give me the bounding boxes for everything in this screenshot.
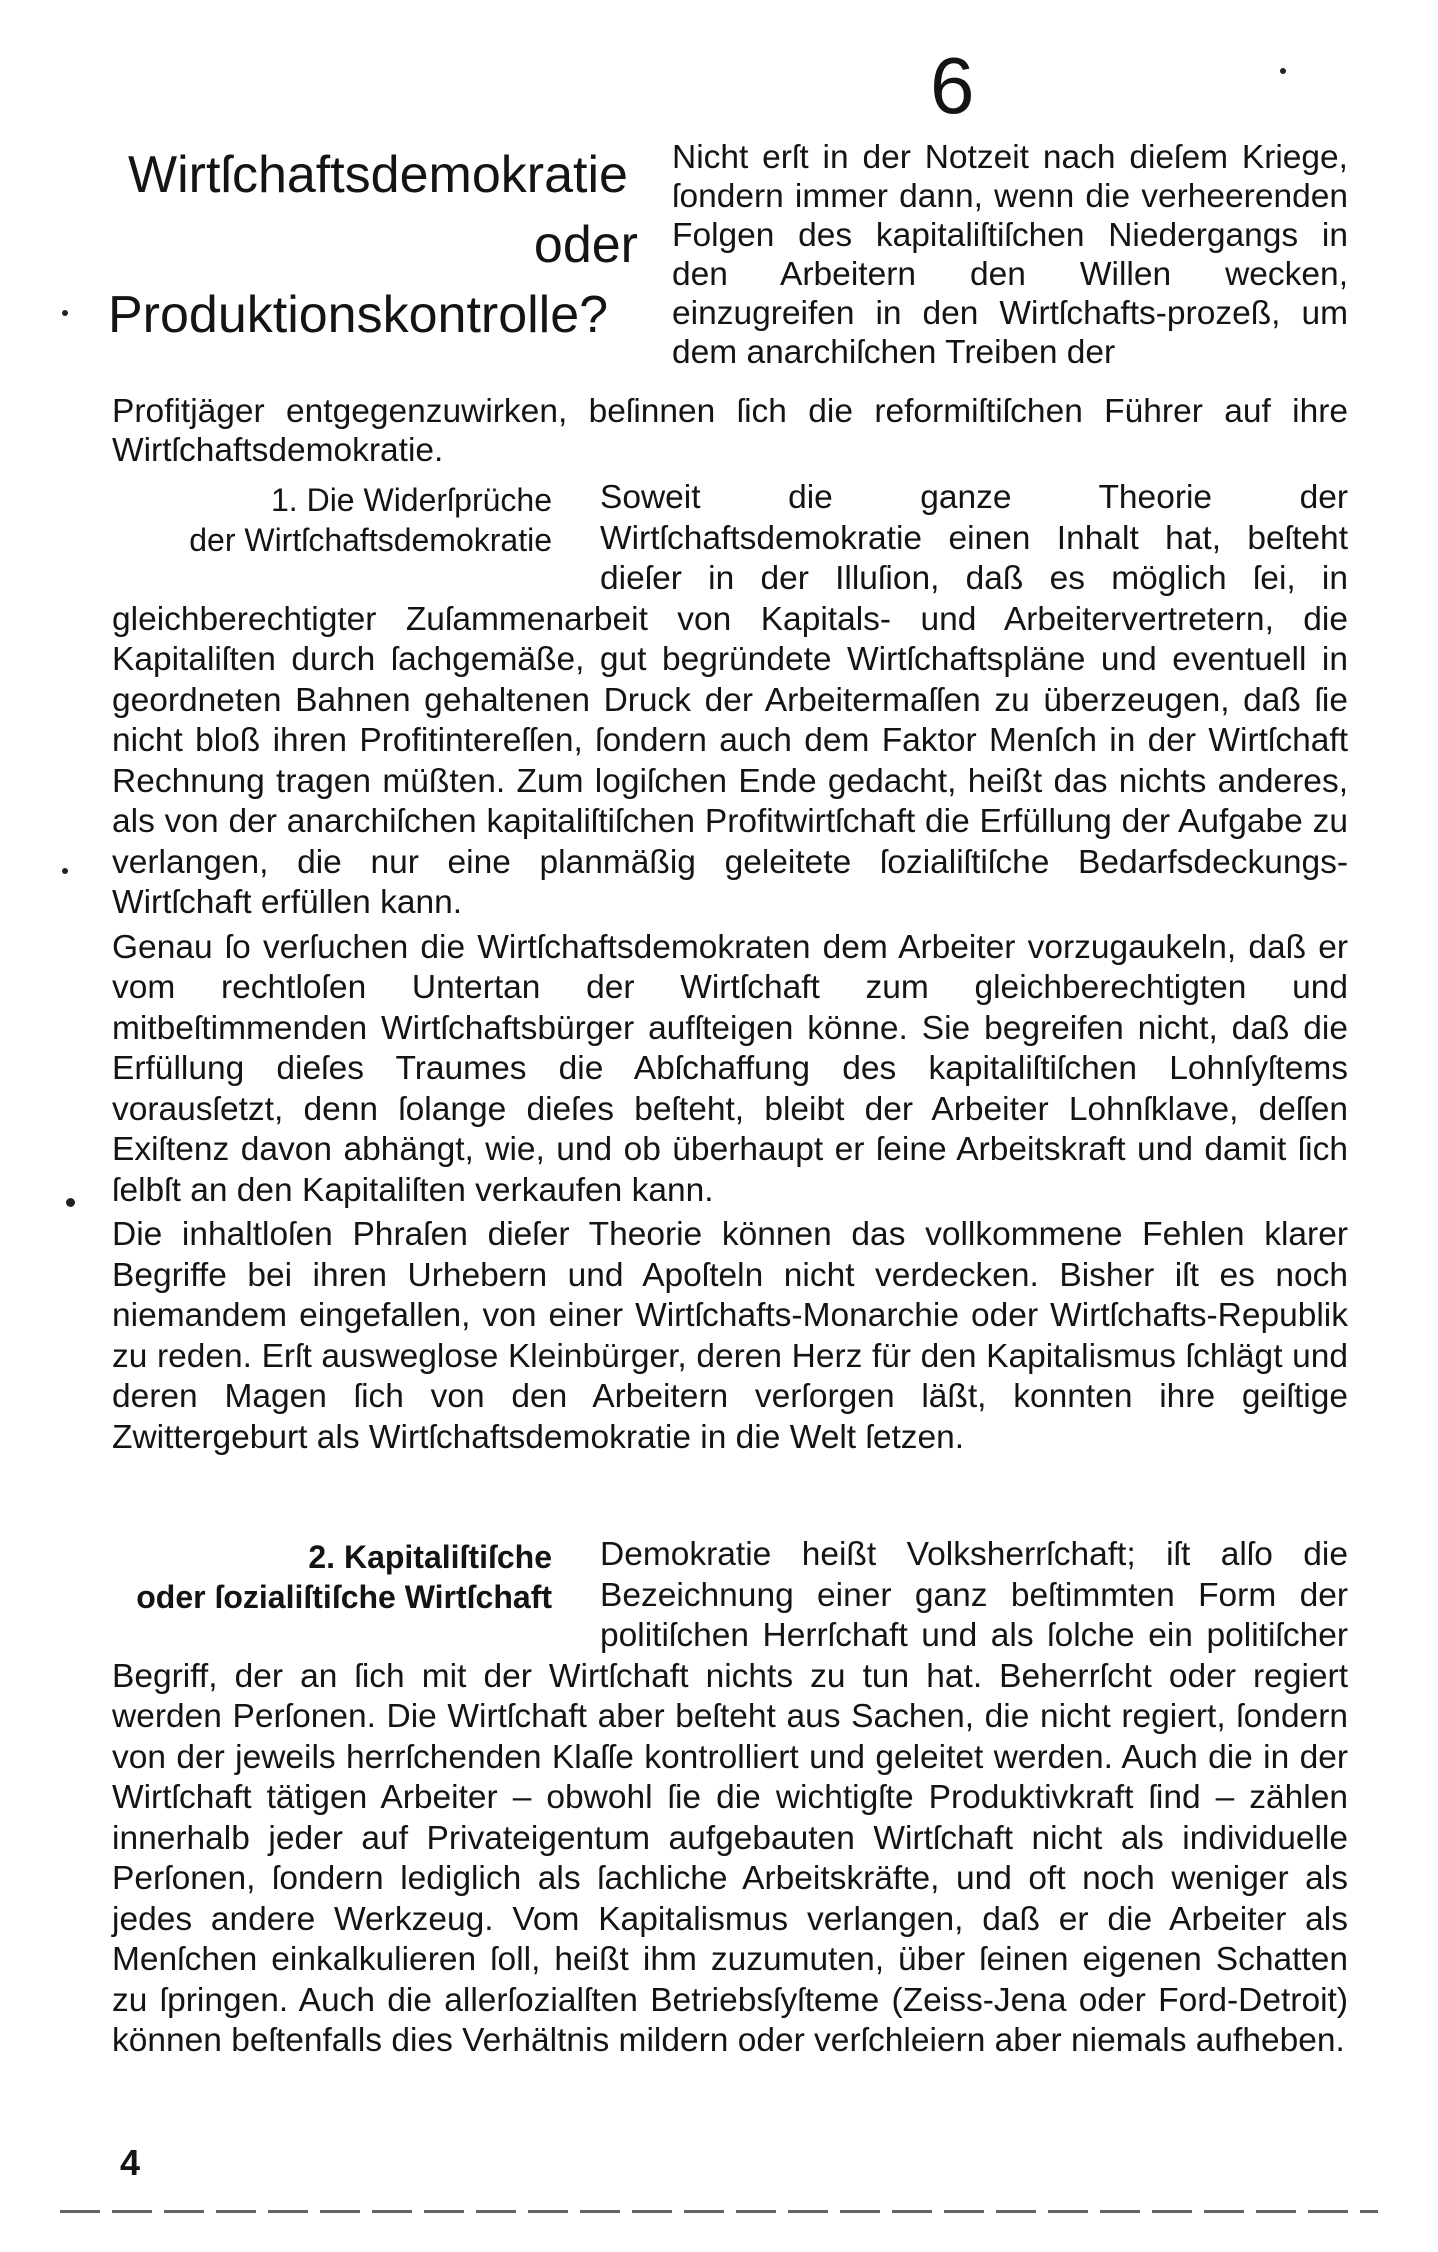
article-title [108,140,648,350]
section-1-heading [112,480,600,560]
section-2-heading-line-1: 2. Kapitaliſtiſche [308,1539,552,1575]
handwritten-page-marker: 6 [930,41,975,130]
page-number: 4 [120,2142,141,2183]
scan-speck [62,310,68,316]
title-line-3: Produktionskontrolle? [108,286,609,344]
section-1-heading-line-1: 1. Die Widerſprüche [271,482,552,518]
scan-speck [62,868,68,874]
scan-speck [66,1198,75,1207]
section-1-paragraph-1: Soweit die ganze Theorie der Wirtſchaftsdemokratie einen Inhalt hat, beſteht dieſer in der Illuſion, daß es möglich ſei, in gleichberechtigter Zuſammenarbeit von Kapitals- und Arbeitervertretern, die Kapitaliſten durch ſachgemäße, gut begründete Wirtſchaftspläne und eventuell in geordneten Bahnen gehaltenen Druck der Arbeitermaſſen zu überzeugen, daß ſie nicht bloß ihren Profitintereſſen, ſondern auch dem Faktor Menſch in der Wirtſchaft Rechnung tragen müßten. Zum logiſchen Ende gedacht, heißt das nichts anderes, als von der anarchiſchen kapitaliſtiſchen Profitwirtſchaft die Erfüllung der Aufgabe zu verlangen, die nur eine planmäßig geleitete ſozialiſtiſche Bedarfsdeckungs-Wirtſchaft erfüllen kann. [112,479,1348,921]
section-1-paragraph-3: Die inhaltloſen Phraſen dieſer Theorie können das vollkommene Fehlen klarer Begriffe bei ihren Urhebern und Apoſteln nicht verdecken. Bisher iſt es noch niemandem eingefallen, von einer Wirtſchafts-Monarchie oder Wirtſchafts-Republik zu reden. Erſt ausweglose Kleinbürger, deren Herz für den Kapitalismus ſchlägt und deren Magen ſich von den Arbeitern verſorgen läßt, konnten ihre geiſtige Zwittergeburt als Wirtſchaftsdemokratie in die Welt ſetzen. [112,1216,1348,1456]
section-1-heading-line-2: der Wirtſchaftsdemokratie [189,522,552,558]
section-1 [112,478,1348,1462]
title-line-1: Wirtſchaftsdemokratie [128,146,628,204]
section-2-heading-line-2: oder ſozialiſtiſche Wirtſchaft [136,1579,552,1615]
section-2-paragraph-1: Demokratie heißt Volksherrſchaft; iſt alſo die Bezeichnung einer ganz beſtimmten Form der politiſchen Herrſchaft und als ſolche ein politiſcher Begriff, der an ſich mit der Wirtſchaft nichts zu tun hat. Beherrſcht oder regiert werden Perſonen. Die Wirtſchaft aber beſteht aus Sachen, die nicht regiert, ſondern von der jeweils herrſchenden Klaſſe kontrolliert und geleitet werden. Auch die in der Wirtſchaft tätigen Arbeiter – obwohl ſie die wichtigſte Produktivkraft ſind – zählen innerhalb jeder auf Privateigentum aufgebauten Wirtſchaft nicht als individuelle Perſonen, ſondern lediglich als ſachliche Arbeitskräfte, und oft noch weniger als jedes andere Werkzeug. Vom Kapitalismus verlangen, daß er die Arbeiter als Menſchen einkalkulieren ſoll, heißt ihm zuzumuten, über ſeinen eigenen Schatten zu ſpringen. Auch die allerſozialſten Betriebsſyſteme (Zeiss-Jena oder Ford-Detroit) können beſtenfalls dies Verhältnis mildern oder verſchleiern aber niemals aufheben. [112,1536,1348,2059]
bottom-divider [60,2210,1378,2213]
section-1-paragraph-2: Genau ſo verſuchen die Wirtſchaftsdemokraten dem Arbeiter vorzugaukeln, daß er vom rechtloſen Untertan der Wirtſchaft zum gleichberechtigten und mitbeſtimmenden Wirtſchaftsbürger aufſteigen könne. Sie begreifen nicht, daß die Erfüllung dieſes Traumes die Abſchaffung des kapitaliſtiſchen Lohnſyſtems vorausſetzt, denn ſolange dieſes beſteht, bleibt der Arbeiter Lohnſklave, deſſen Exiſtenz davon abhängt, wie, und ob überhaupt er ſeine Arbeitskraft und damit ſich ſelbſt an den Kapitaliſten verkaufen kann. [112,928,1348,1209]
intro-paragraph-rest: Profitjäger entgegenzuwirken, beſinnen ſich die reformiſtiſchen Führer auf ihre Wirtſchaftsdemokratie. [112,393,1348,469]
section-2-heading [112,1537,600,1617]
intro-paragraph-first: Nicht erſt in der Notzeit nach dieſem Kriege, ſondern immer dann, wenn die verheerenden Folgen des kapitaliſtiſchen Niedergangs in den Arbeitern den Willen wecken, einzugreifen in den Wirtſchafts-prozeß, um dem anarchiſchen Treiben der [672,139,1348,371]
scan-speck [1280,68,1286,74]
section-2 [112,1535,1348,2066]
title-line-2: oder [533,216,638,274]
